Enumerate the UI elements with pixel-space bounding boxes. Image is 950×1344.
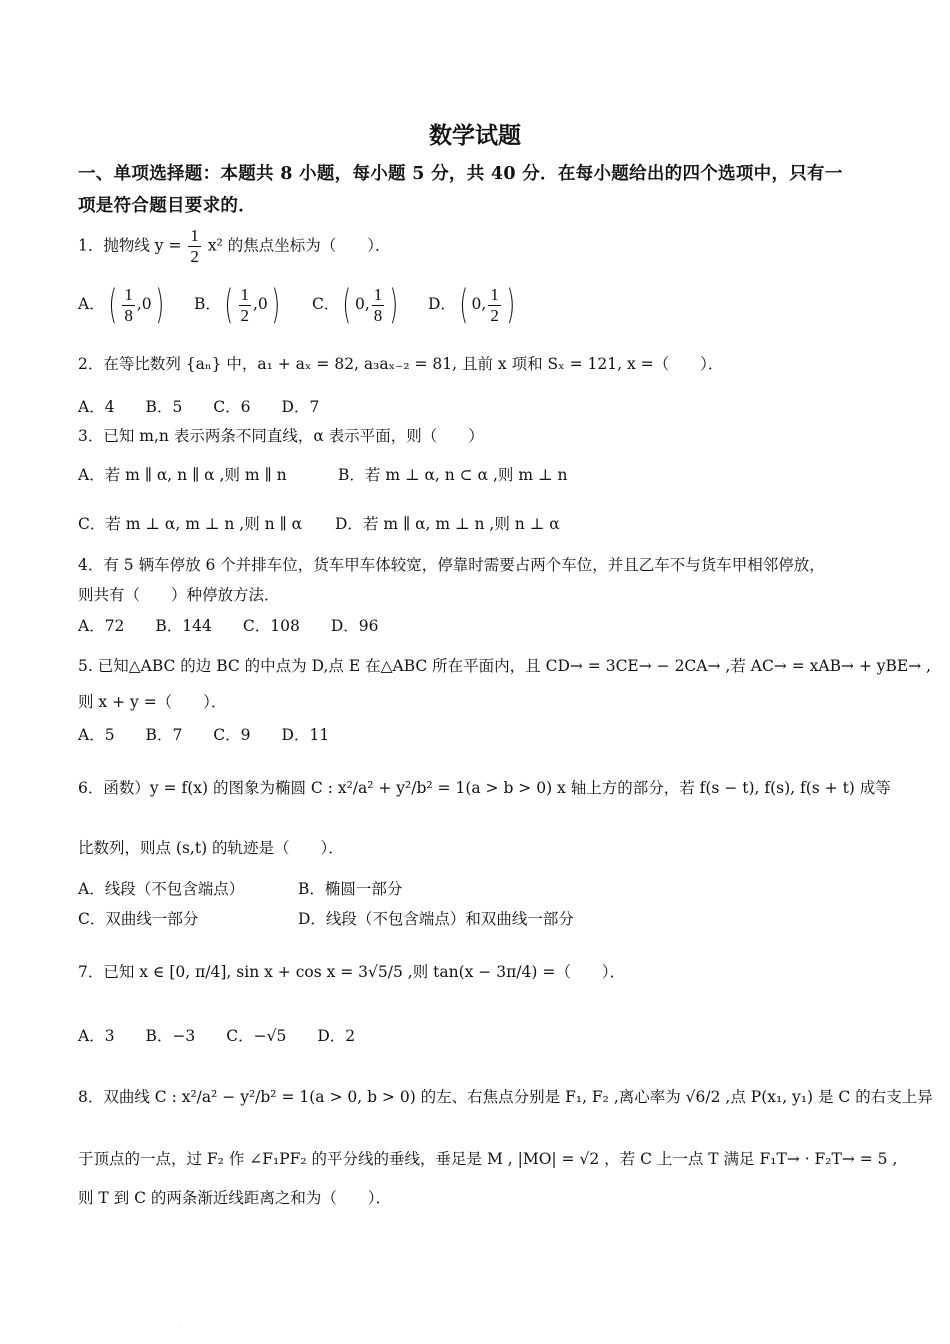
question-4-line1: 4．有 5 辆车停放 6 个并排车位，货车甲车体较宽，停靠时需要占两个车位，并且乙车不与货车甲相邻停放，	[78, 556, 825, 574]
question-6-line2: 比数列，则点 (s,t) 的轨迹是（ ）．	[78, 839, 344, 857]
question-6-line1: 6．函数）y = f(x) 的图象为椭圆 C : x²/a² + y²/b² = 1(a > b > 0) x 轴上方的部分，若 f(s − t), f(s), f(s + t) 成等	[78, 779, 891, 797]
q1-fraction: $\frac{1}{2}$	[190, 226, 199, 266]
q4-options: A．72 B．144 C．108 D．96	[78, 617, 379, 635]
q1-option-c: C．( 0, $\frac{1}{8}$ )	[312, 282, 399, 328]
section-heading-line1: 一、单项选择题：本题共 8 小题，每小题 5 分，共 40 分．在每小题给出的四个选项中，只有一	[78, 164, 843, 184]
question-8-line3: 则 T 到 C 的两条渐近线距离之和为（ ）．	[78, 1189, 392, 1207]
footer-mark: .	[178, 1322, 180, 1329]
q7-options: A．3 B．−3 C．−√5 D．2	[78, 1027, 356, 1045]
q6-option-b: B．椭圆一部分	[298, 880, 403, 898]
question-5-line1: 5. 已知△ABC 的边 BC 的中点为 D,点 E 在△ABC 所在平面内，且 CD→ = 3CE→ − 2CA→ ,若 AC→ = xAB→ + yBE→ ,	[78, 657, 932, 675]
question-4-line2: 则共有（ ）种停放方法．	[78, 586, 280, 604]
q1-option-d: D．( 0, $\frac{1}{2}$ )	[428, 282, 515, 328]
question-3: 3．已知 m,n 表示两条不同直线，α 表示平面，则（ ）	[78, 427, 484, 445]
q1-after: x² 的焦点坐标为（ ）．	[207, 236, 391, 255]
question-8-line2: 于顶点的一点，过 F₂ 作 ∠F₁PF₂ 的平分线的垂线，垂足是 M , |MO| = √2 ，若 C 上一点 T 满足 F₁T→ · F₂T→ = 5 ,	[78, 1150, 898, 1168]
question-8-line1: 8．双曲线 C : x²/a² − y²/b² = 1(a > 0, b > 0) 的左、右焦点分别是 F₁, F₂ ,离心率为 √6/2 ,点 P(x₁, y₁) 是 C 的右支上异	[78, 1088, 933, 1106]
q6-option-c: C．双曲线一部分	[78, 910, 199, 928]
section-heading-line2: 项是符合题目要求的．	[78, 196, 256, 216]
question-1	[78, 226, 390, 267]
q1-prefix: 1．抛物线 y =	[78, 236, 182, 255]
q1-option-b: B．( $\frac{1}{2}$ ,0)	[194, 282, 280, 328]
q1-option-a: A．( $\frac{1}{8}$ ,0)	[78, 282, 164, 328]
page-title: 数学试题	[429, 122, 521, 149]
q3-option-b: B．若 m ⊥ α, n ⊂ α ,则 m ⊥ n	[338, 466, 568, 484]
question-7: 7．已知 x ∈ [0, π/4], sin x + cos x = 3√5/5 ,则 tan(x − 3π/4) =（ ）．	[78, 963, 626, 981]
q3-option-a: A．若 m ∥ α, n ∥ α ,则 m ∥ n	[78, 466, 287, 484]
q6-option-d: D．线段（不包含端点）和双曲线一部分	[298, 910, 574, 928]
q6-option-a: A．线段（不包含端点）	[78, 880, 245, 898]
q3-option-d: D．若 m ∥ α, m ⊥ n ,则 n ⊥ α	[335, 515, 560, 533]
question-2: 2．在等比数列 {aₙ} 中，a₁ + aₓ = 82, a₃aₓ₋₂ = 81, 且前 x 项和 Sₓ = 121, x =（ ）．	[78, 355, 724, 373]
question-5-line2: 则 x + y =（ ）．	[78, 693, 227, 711]
q5-options: A．5 B．7 C．9 D．11	[78, 726, 330, 744]
q2-options: A．4 B．5 C．6 D．7	[78, 398, 320, 416]
q3-option-c: C．若 m ⊥ α, m ⊥ n ,则 n ∥ α	[78, 515, 303, 533]
